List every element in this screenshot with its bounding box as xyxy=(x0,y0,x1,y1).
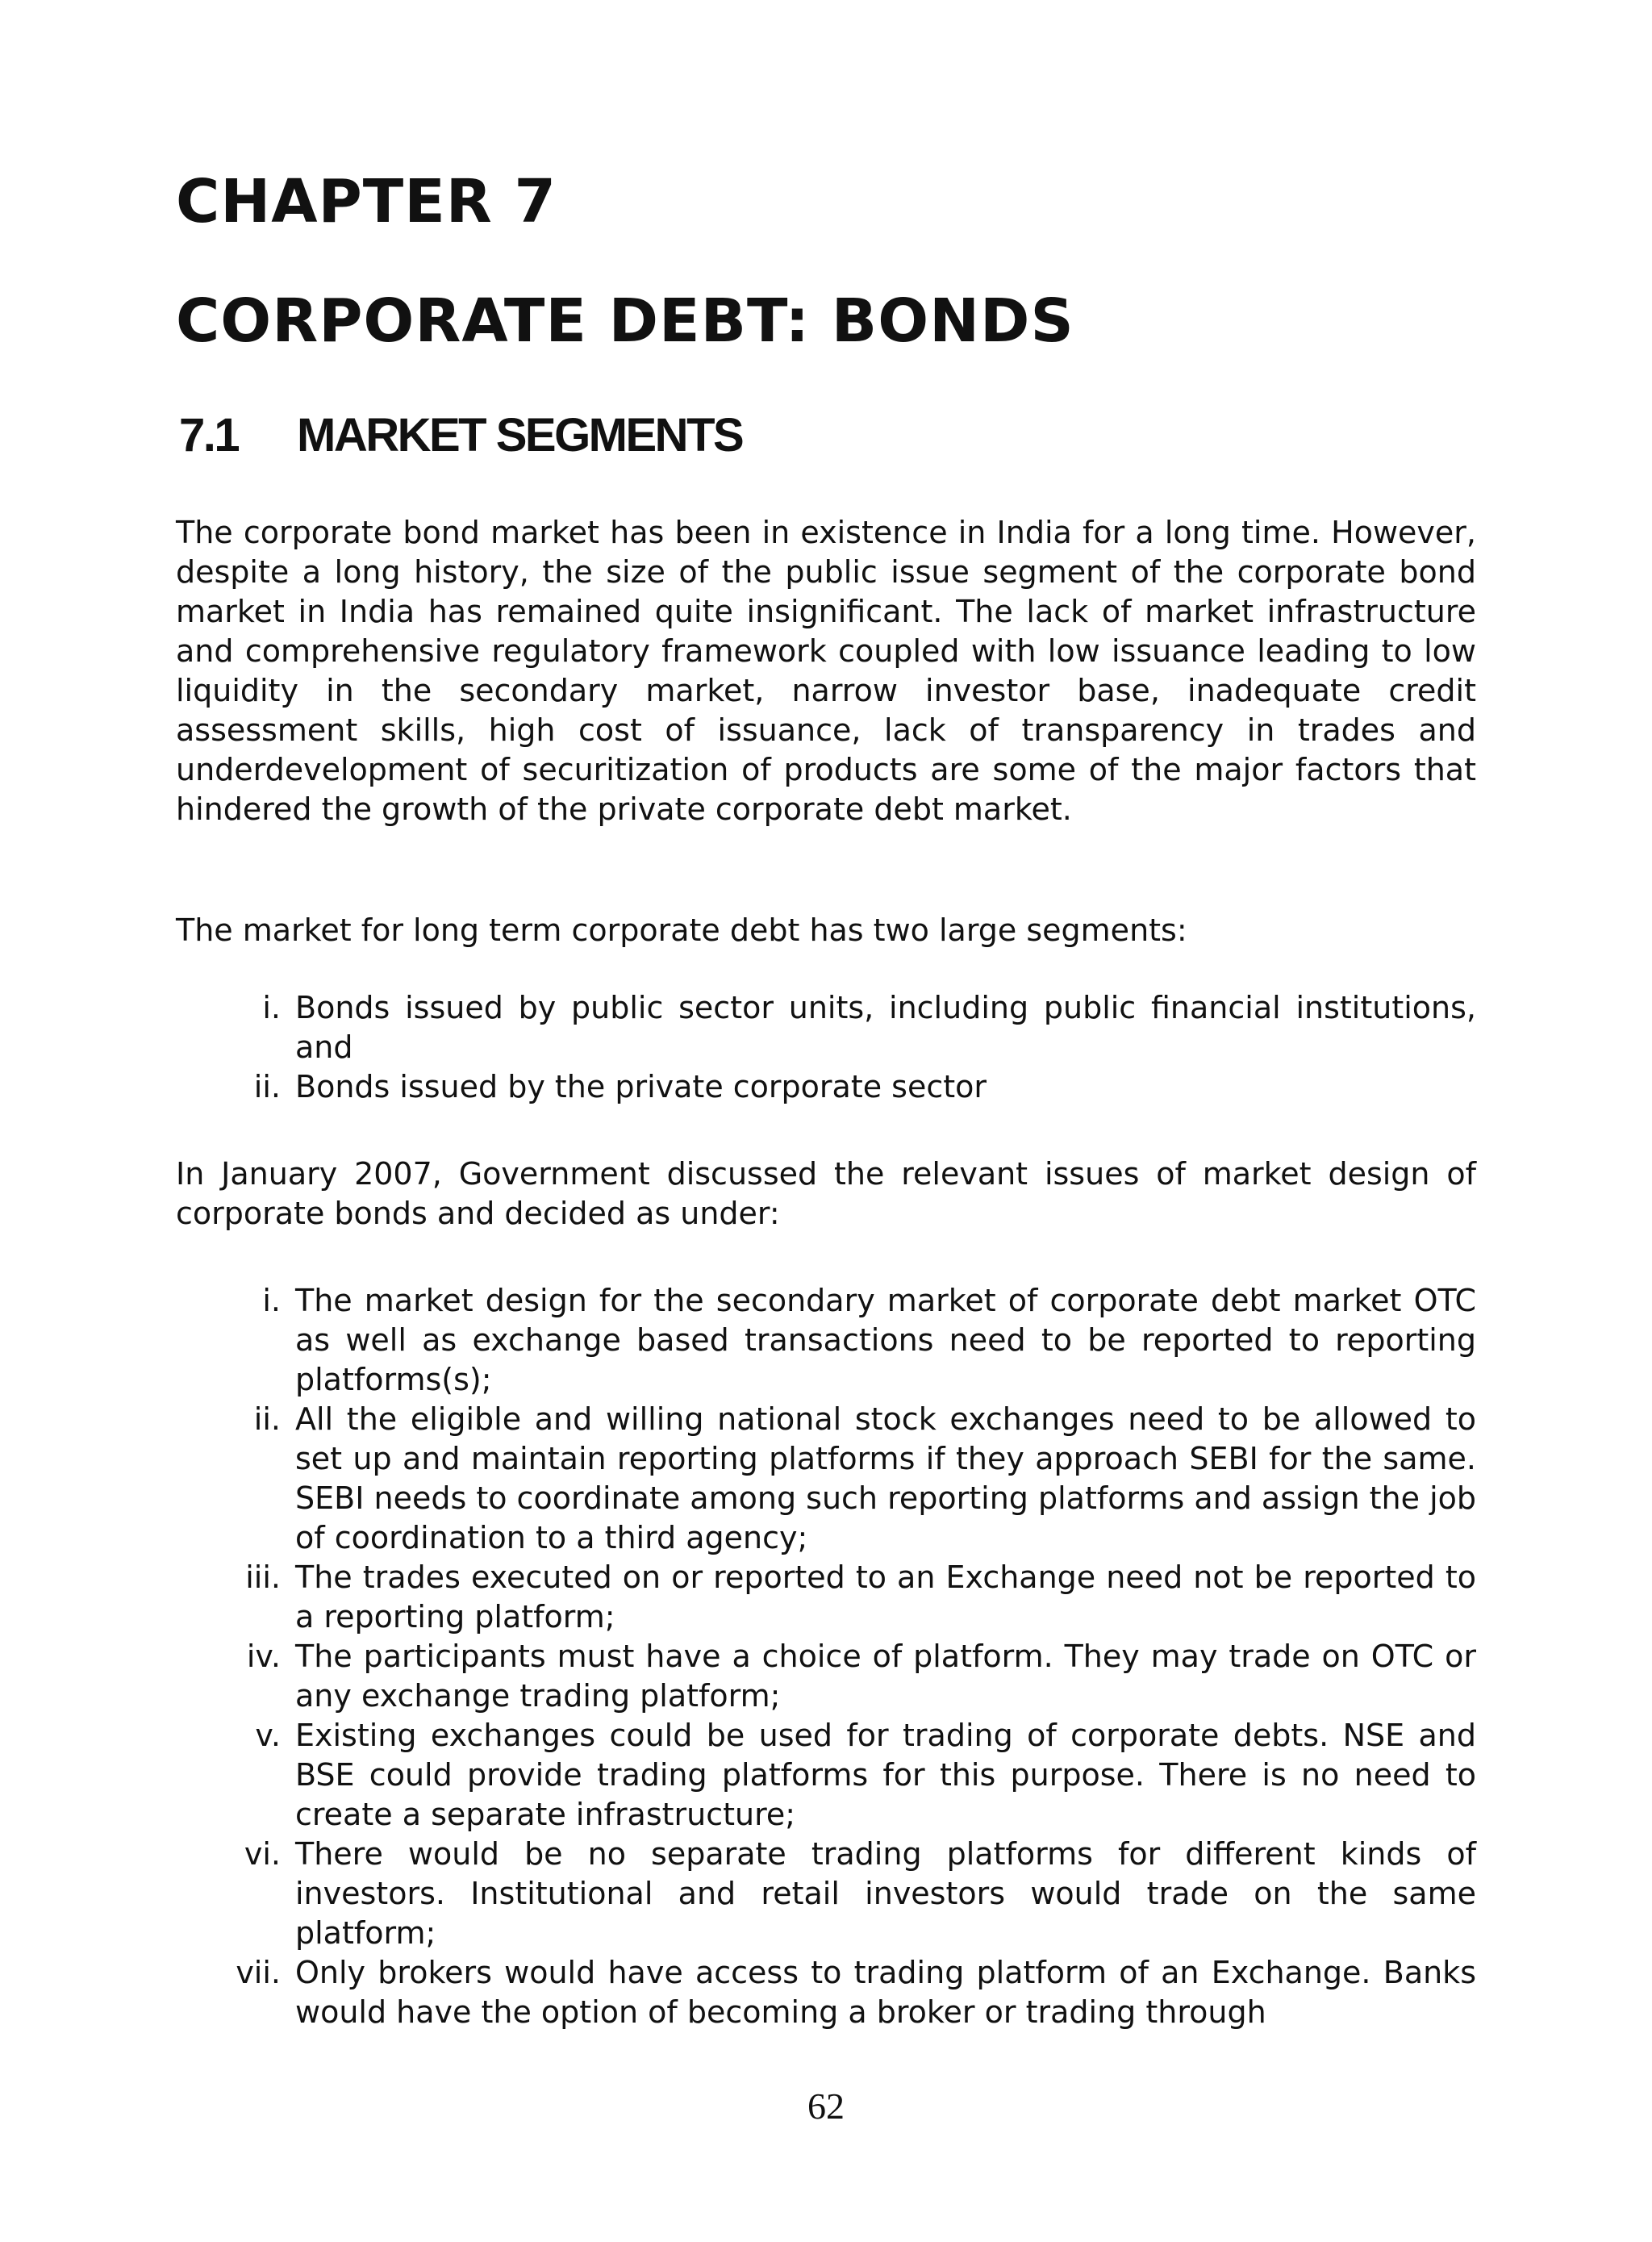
intro-paragraph: The corporate bond market has been in existence in India for a long time. However, despite a long history, the size of the public issue segment of the corporate bond market in India has remained quite insignificant. The lack of market infrastructure and comprehensive regulatory framework coupled with low issuance leading to low liquidity in the secondary market, narrow investor base, inadequate credit assessment skills, high cost of issuance, lack of transparency in trades and underdevelopment of securitization of products are some of the major factors that hindered the growth of the private corporate debt market. xyxy=(176,515,1476,827)
decisions-list xyxy=(176,1281,1476,2032)
list-item-text: The market design for the secondary market of corporate debt market OTC as well as exchange based transactions need to be reported to reporting platforms(s); xyxy=(295,1283,1476,1397)
list-item xyxy=(176,1716,1476,1835)
list-item xyxy=(176,1835,1476,1953)
list-item-text: Only brokers would have access to trading platform of an Exchange. Banks would have the option of becoming a broker or trading through xyxy=(295,1955,1476,2030)
decision-intro-paragraph: In January 2007, Government discussed the relevant issues of market design of corporate bonds and decided as under: xyxy=(176,1156,1476,1231)
list-marker: v. xyxy=(255,1718,281,1753)
list-marker: vii. xyxy=(236,1955,281,1990)
list-item-text: The participants must have a choice of platform. They may trade on OTC or any exchange trading platform; xyxy=(295,1639,1476,1714)
segments-list xyxy=(176,988,1476,1107)
list-item-text: Bonds issued by public sector units, including public financial institutions, and xyxy=(295,990,1476,1065)
list-item xyxy=(176,1953,1476,2032)
segments-intro-paragraph: The market for long term corporate debt has two large segments: xyxy=(176,912,1187,948)
list-marker: ii. xyxy=(253,1069,281,1104)
section-number: 7.1 xyxy=(179,409,239,461)
list-item-text: The trades executed on or reported to an Exchange need not be reported to a reporting platform; xyxy=(295,1559,1476,1635)
list-item xyxy=(176,1067,1476,1107)
list-item xyxy=(176,1637,1476,1716)
section-title: MARKET SEGMENTS xyxy=(297,409,743,461)
list-marker: iv. xyxy=(246,1639,281,1674)
list-marker: i. xyxy=(262,990,281,1025)
list-marker: i. xyxy=(262,1283,281,1318)
list-item-text: Existing exchanges could be used for trading of corporate debts. NSE and BSE could provide trading platforms for this purpose. There is no need to create a separate infrastructure; xyxy=(295,1718,1476,1832)
chapter-title: CORPORATE DEBT: BONDS xyxy=(176,286,1074,356)
list-item-text: All the eligible and willing national stock exchanges need to be allowed to set up and maintain reporting platforms if they approach SEBI for the same. SEBI needs to coordinate among such reporting platforms and assign the job of coordination to a third agency; xyxy=(295,1401,1476,1555)
list-item xyxy=(176,1281,1476,1400)
list-marker: iii. xyxy=(245,1559,281,1595)
list-item xyxy=(176,1400,1476,1558)
section-heading xyxy=(179,407,742,464)
list-item xyxy=(176,988,1476,1067)
list-item-text: Bonds issued by the private corporate sector xyxy=(295,1069,987,1104)
page-number: 62 xyxy=(807,2085,845,2127)
list-marker: vi. xyxy=(244,1836,281,1872)
list-item xyxy=(176,1558,1476,1637)
list-marker: ii. xyxy=(253,1401,281,1437)
chapter-label: CHAPTER 7 xyxy=(176,167,557,236)
list-item-text: There would be no separate trading platforms for different kinds of investors. Institutional and retail investors would trade on the same platform; xyxy=(295,1836,1476,1951)
